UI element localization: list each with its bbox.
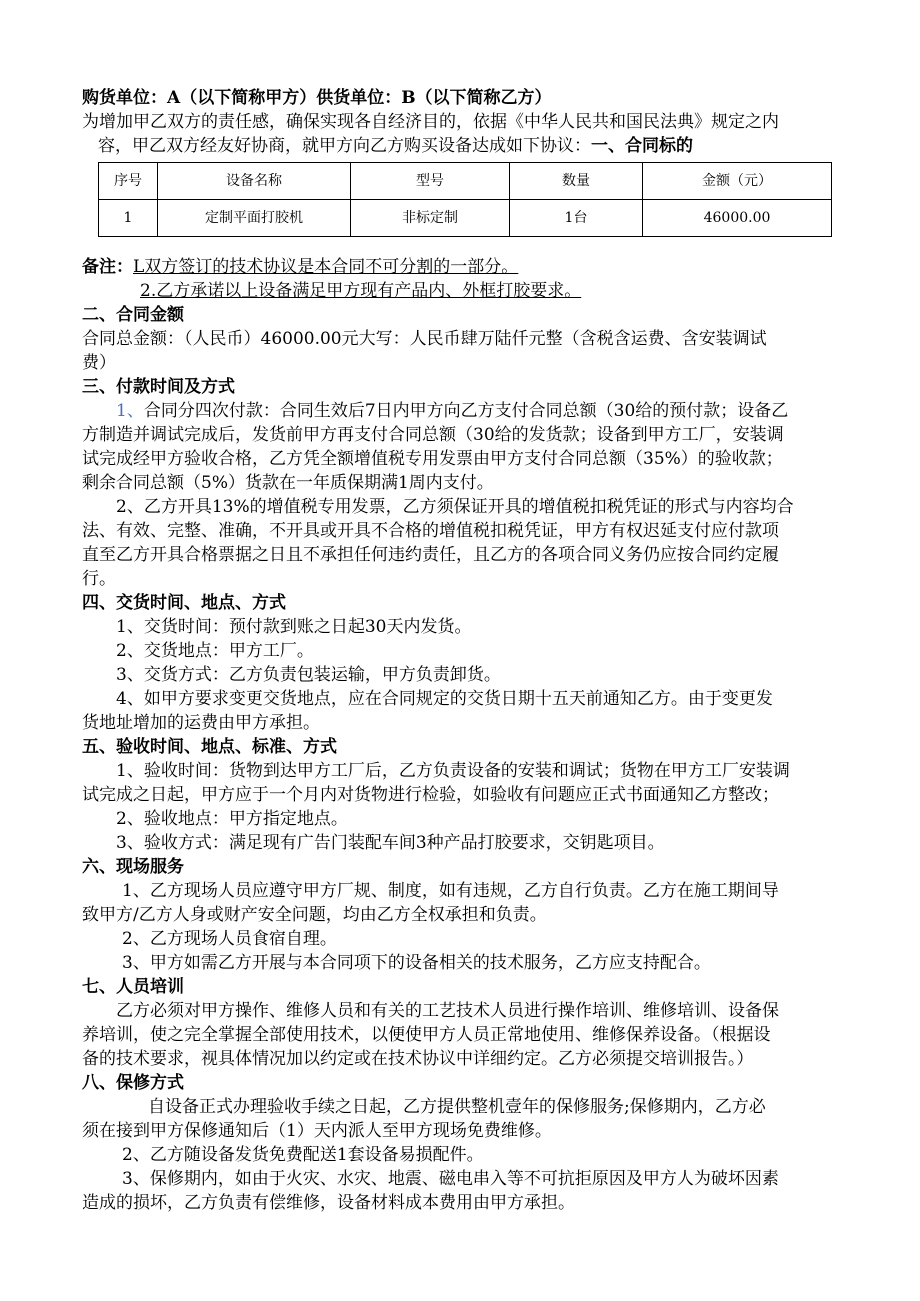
s7-line-3: 备的技术要求，视具体情况加以约定或在技术协议中详细约定。乙方必须提交培训报告。） <box>82 1049 754 1069</box>
s7-line-1: 乙方必须对甲方操作、维修人员和有关的工艺技术人员进行操作培训、维修培训、设备保 <box>116 1001 779 1021</box>
contract-page <box>82 86 847 1215</box>
table-header-cell: 型号 <box>351 163 510 200</box>
table-cell: 定制平面打胶机 <box>158 200 351 237</box>
s4-item-4-line-1: 4、如甲方要求变更交货地点，应在合同规定的交货日期十五天前通知乙方。由于变更发 <box>116 689 773 709</box>
s6-item-2: 2、乙方现场人员食宿自理。 <box>122 929 337 949</box>
s3-p2-line-4: 行。 <box>82 569 116 589</box>
s2-line-2: 费） <box>82 353 116 373</box>
section-7-title: 七、人员培训 <box>82 977 184 997</box>
s3-p1-line-3: 试完成经甲方验收合格，乙方凭全额增值税专用发票由甲方支付合同总额（35%）的验收款； <box>82 449 783 469</box>
intro-line-2 <box>82 134 847 158</box>
s6-item-1-line-2: 致甲方/乙方人身或财产安全问题，均由乙方全权承担和负责。 <box>82 905 547 925</box>
s5-item-1-line-1: 1、验收时间：货物到达甲方工厂后，乙方负责设备的安装和调试；货物在甲方工厂安装调 <box>116 761 790 781</box>
s3-p1-line-1 <box>82 399 847 423</box>
note-1 <box>82 255 847 279</box>
s4-item-3: 3、交货方式：乙方负责包装运输，甲方负责卸货。 <box>116 665 501 685</box>
section-6-title: 六、现场服务 <box>82 857 184 877</box>
s6-item-3: 3、甲方如需乙方开展与本合同项下的设备相关的技术服务，乙方应支持配合。 <box>122 953 711 973</box>
s8-p3-line-1: 3、保修期内，如由于火灾、水灾、地震、磁电串入等不可抗拒原因及甲方人为破坏因素 <box>122 1169 779 1189</box>
s5-item-1-line-2: 试完成之日起，甲方应于一个月内对货物进行检验，如验收有问题应正式书面通知乙方整改； <box>82 785 779 805</box>
note-2: 2.乙方承诺以上设备满足甲方现有产品内、外框打胶要求。 <box>140 281 582 301</box>
table-cell: 1 <box>99 200 158 237</box>
s3-p2-line-3: 直至乙方开具合格票据之日且不承担任何违约责任，且乙方的各项合同义务仍应按合同约定履 <box>82 545 779 565</box>
intro-line-2-text: 容，甲乙双方经友好协商，就甲方向乙方购买设备达成如下协议： <box>98 136 591 156</box>
s5-item-2: 2、验收地点：甲方指定地点。 <box>116 809 348 829</box>
table-header-cell: 序号 <box>99 163 158 200</box>
s3-p1-text: 合同分四次付款：合同生效后7日内甲方向乙方支付合同总额（30给的预付款；设备乙 <box>143 401 789 421</box>
s8-p3-line-2: 造成的损坏，乙方负责有偿维修，设备材料成本费用由甲方承担。 <box>82 1193 575 1213</box>
intro-line-1: 为增加甲乙双方的责任感，确保实现各自经济目的，依据《中华人民共和国民法典》规定之内 <box>82 112 779 132</box>
s6-item-1-line-1: 1、乙方现场人员应遵守甲方厂规、制度，如有违规，乙方自行负责。乙方在施工期间导 <box>122 881 779 901</box>
table-row <box>99 200 832 237</box>
s3-p1-line-4: 剩余合同总额（5%）货款在一年质保期满1周内支付。 <box>82 473 494 493</box>
s8-p1-line-2: 须在接到甲方保修通知后（1）天内派人至甲方现场免费维修。 <box>82 1121 552 1141</box>
s3-p2-line-1: 2、乙方开具13%的增值税专用发票，乙方须保证开具的增值税扣税凭证的形式与内容均合 <box>116 497 794 517</box>
s3-p1-line-2: 方制造并调试完成后，发货前甲方再支付合同总额（30给的发货款；设备到甲方工厂，安装调 <box>82 425 784 445</box>
table-header-cell: 金额（元） <box>643 163 832 200</box>
s8-p1-line-1: 自设备正式办理验收手续之日起，乙方提供整机壹年的保修服务;保修期内，乙方必 <box>148 1097 766 1117</box>
section-8-title: 八、保修方式 <box>82 1073 184 1093</box>
section-2-title: 二、合同金额 <box>82 305 184 325</box>
purchaser-line: 购货单位：A（以下简称甲方）供货单位：B（以下简称乙方） <box>82 88 552 108</box>
s4-item-1: 1、交货时间：预付款到账之日起30天内发货。 <box>116 617 472 637</box>
section-1-title: 一、合同标的 <box>591 136 693 156</box>
table-cell: 46000.00 <box>643 200 832 237</box>
note-1-text: L双方签订的技术协议是本合同不可分割的一部分。 <box>133 257 519 277</box>
table-header-cell: 数量 <box>510 163 643 200</box>
s2-line-1: 合同总金额：（人民币）46000.00元大写：人民币肆万陆仟元整（含税含运费、含安装调试 <box>82 329 767 349</box>
equipment-table <box>98 162 832 237</box>
section-4-title: 四、交货时间、地点、方式 <box>82 593 286 613</box>
s4-item-4-line-2: 货地址增加的运费由甲方承担。 <box>82 713 320 733</box>
s7-line-2: 养培训，使之完全掌握全部使用技术，以便使甲方人员正常地使用、维修保养设备。（根据设 <box>82 1025 771 1045</box>
s8-p2: 2、乙方随设备发货免费配送1套设备易损配件。 <box>122 1145 484 1165</box>
note-label: 备注： <box>82 257 133 277</box>
s3-p1-number: 1、 <box>116 401 144 421</box>
table-header-row <box>99 163 832 200</box>
section-5-title: 五、验收时间、地点、标准、方式 <box>82 737 337 757</box>
s4-item-2: 2、交货地点：甲方工厂。 <box>116 641 314 661</box>
table-header-cell: 设备名称 <box>158 163 351 200</box>
section-3-title: 三、付款时间及方式 <box>82 377 235 397</box>
table-cell: 1台 <box>510 200 643 237</box>
s5-item-3: 3、验收方式：满足现有广告门装配车间3种产品打胶要求，交钥匙项目。 <box>116 833 665 853</box>
table-cell: 非标定制 <box>351 200 510 237</box>
s3-p2-line-2: 法、有效、完整、准确，不开具或开具不合格的增值税扣税凭证，甲方有权迟延支付应付款项 <box>82 521 779 541</box>
